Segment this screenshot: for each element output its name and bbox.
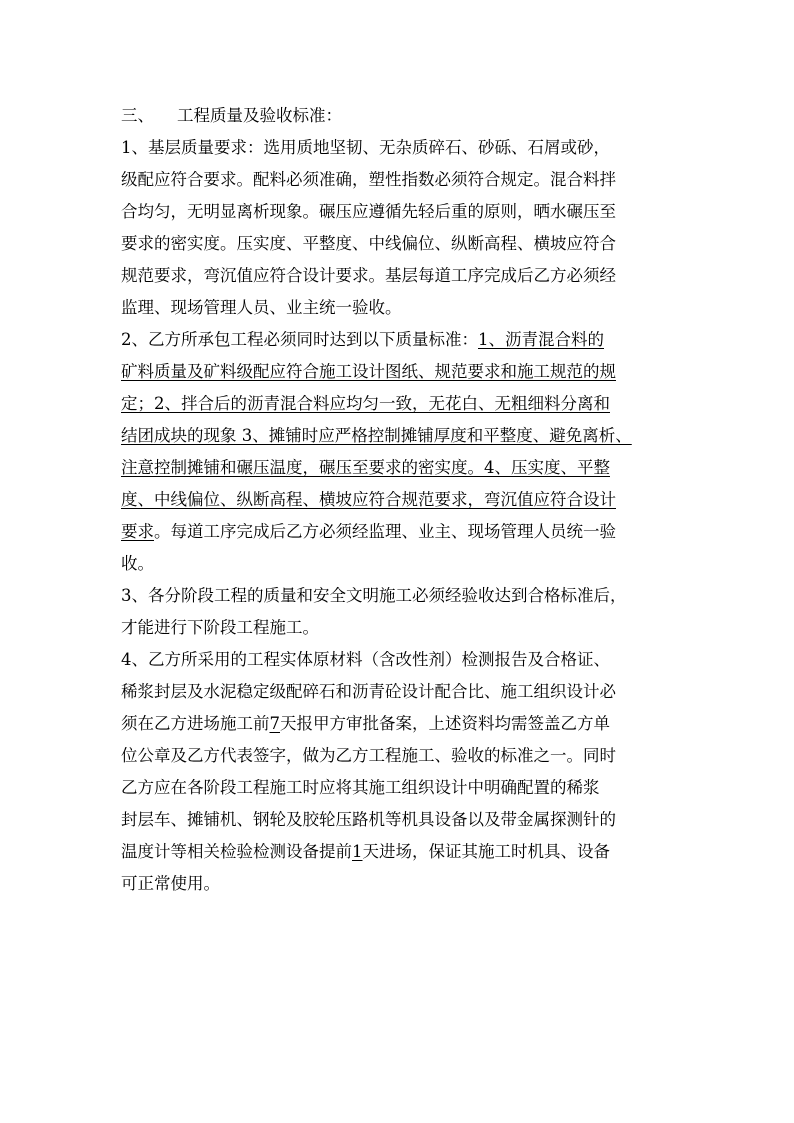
text-segment: 。每道工序完成后乙方必须经监理、业主、现场管理人员统一验 <box>154 522 616 541</box>
text-line: 4、乙方所采用的工程实体原材料（含改性剂）检测报告及合格证、 <box>121 650 610 669</box>
text-segment: 温度计等相关检验检测设备提前 <box>121 842 352 861</box>
text-line <box>121 388 681 420</box>
section-title: 工程质量及验收标准： <box>177 106 342 125</box>
underlined-text: 注意控制摊铺和碾压温度，碾压至要求的密实度。4、压实度、平整 <box>121 458 610 477</box>
text-line: 稀浆封层及水泥稳定级配碎石和沥青砼设计配合比、施工组织设计必 <box>121 682 616 701</box>
text-segment: 天进场，保证其施工时机具、设备 <box>362 842 610 861</box>
text-line <box>121 420 681 452</box>
text-line <box>121 452 681 484</box>
text-line: 监理、现场管理人员、业主统一验收。 <box>121 298 402 317</box>
paragraph-asphalt-quality <box>121 324 681 580</box>
text-line: 1、基层质量要求：选用质地坚韧、无杂质碎石、砂砾、石屑或砂， <box>121 138 610 157</box>
text-line: 收。 <box>121 554 154 573</box>
text-segment: 2、乙方所承包工程必须同时达到以下质量标准： <box>121 330 478 349</box>
text-line: 3、各分阶段工程的质量和安全文明施工必须经验收达到合格标准后， <box>121 586 627 605</box>
text-line: 要求的密实度。压实度、平整度、中线偏位、纵断高程、横坡应符合 <box>121 234 616 253</box>
text-line: 可正常使用。 <box>121 874 220 893</box>
text-line <box>121 324 681 356</box>
document-body <box>121 100 681 900</box>
paragraph-materials-reporting <box>121 644 681 900</box>
text-line <box>121 708 681 740</box>
text-line: 位公章及乙方代表签字，做为乙方工程施工、验收的标准之一。同时 <box>121 746 616 765</box>
underlined-text: 要求 <box>121 522 154 541</box>
text-line <box>121 356 681 388</box>
paragraph-stage-acceptance <box>121 580 681 644</box>
text-line <box>121 516 681 548</box>
text-line: 合均匀，无明显离析现象。碾压应遵循先轻后重的原则，晒水碾压至 <box>121 202 616 221</box>
text-line: 乙方应在各阶段工程施工时应将其施工组织设计中明确配置的稀浆 <box>121 778 600 797</box>
underlined-text: 矿料质量及矿料级配应符合施工设计图纸、规范要求和施工规范的规 <box>121 362 616 381</box>
underlined-text: 1、沥青混合料的 <box>478 330 604 349</box>
underlined-text: 度、中线偏位、纵断高程、横坡应符合规范要求，弯沉值应符合设计 <box>121 490 616 509</box>
text-line: 规范要求，弯沉值应符合设计要求。基层每道工序完成后乙方必须经 <box>121 266 616 285</box>
text-line <box>121 836 681 868</box>
text-segment: 天报甲方审批备案，上述资料均需签盖乙方单 <box>280 714 610 733</box>
paragraph-base-quality <box>121 132 681 324</box>
text-line: 级配应符合要求。配料必须准确，塑性指数必须符合规定。混合料拌 <box>121 170 616 189</box>
days-value: 7 <box>269 714 280 733</box>
section-number: 三、 <box>121 106 154 125</box>
text-line: 才能进行下阶段工程施工。 <box>121 618 319 637</box>
underlined-text: 定；2、拌合后的沥青混合料应均匀一致，无花白、无粗细料分离和 <box>121 394 610 413</box>
underlined-text: 结团成块的现象 3、摊铺时应严格控制摊铺厚度和平整度、避免离析、 <box>121 426 632 445</box>
days-value: 1 <box>352 842 363 861</box>
text-line <box>121 484 681 516</box>
section-heading <box>121 100 681 132</box>
text-line: 封层车、摊铺机、钢轮及胶轮压路机等机具设备以及带金属探测针的 <box>121 810 616 829</box>
text-segment: 须在乙方进场施工前 <box>121 714 270 733</box>
